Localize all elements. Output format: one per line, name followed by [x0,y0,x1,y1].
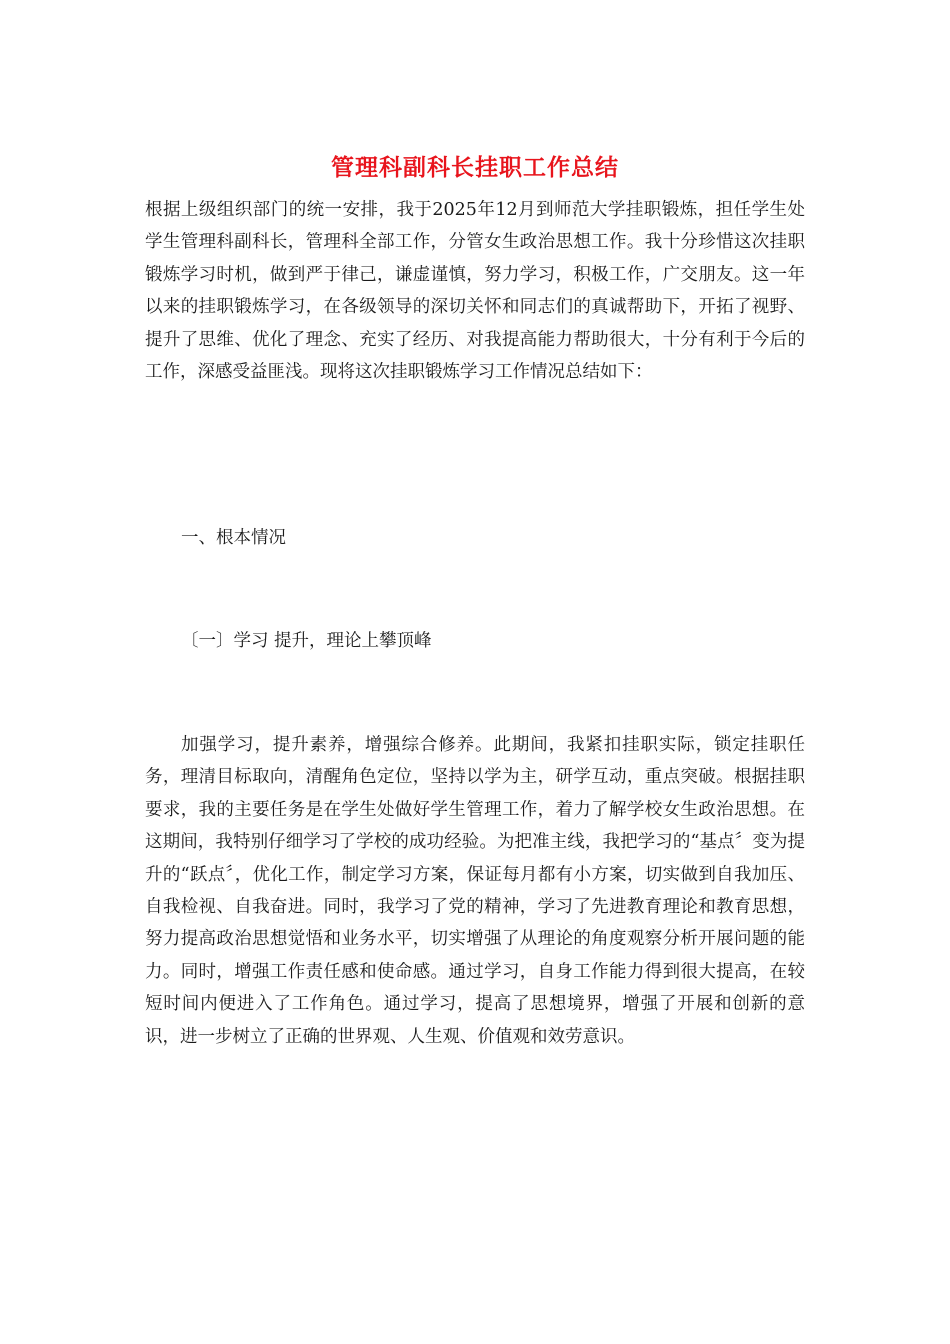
body-paragraph-study: 加强学习，提升素养，增强综合修养。此期间，我紧扣挂职实际，锁定挂职任务，理清目标取向，清醒角色定位，坚持以学为主，研学互动，重点突破。根据挂职要求，我的主要任务是在学生处做好学生管理工作，着力了解学校女生政治思想。在这期间，我特别仔细学习了学校的成功经验。为把准主线，我把学习的“基点〞变为提升的“跃点〞，优化工作，制定学习方案，保证每月都有小方案，切实做到自我加压、自我检视、自我奋进。同时，我学习了党的精神，学习了先进教育理论和教育思想，努力提高政治思想觉悟和业务水平，切实增强了从理论的角度观察分析开展问题的能力。同时，增强工作责任感和使命感。通过学习，自身工作能力得到很大提高，在较短时间内便进入了工作角色。通过学习，提高了思想境界，增强了开展和创新的意识，进一步树立了正确的世界观、人生观、价值观和效劳意识。 [145,735,805,1047]
intro-paragraph: 根据上级组织部门的统一安排，我于2025年12月到师范大学挂职锻炼，担任学生处学生管理科副科长，管理科全部工作，分管女生政治思想工作。我十分珍惜这次挂职锻炼学习时机，做到严于律己，谦虚谨慎，努力学习，积极工作，广交朋友。这一年以来的挂职锻炼学习，在各级领导的深切关怀和同志们的真诚帮助下，开拓了视野、提升了思维、优化了理念、充实了经历、对我提高能力帮助很大，十分有利于今后的工作，深感受益匪浅。现将这次挂职锻炼学习工作情况总结如下： [145,200,805,383]
section-heading-basic-situation: 一、根本情况 [181,528,286,548]
document-title: 管理科副科长挂职工作总结 [331,154,619,181]
subsection-heading-study: 〔一〕学习 提升，理论上攀顶峰 [181,631,432,651]
